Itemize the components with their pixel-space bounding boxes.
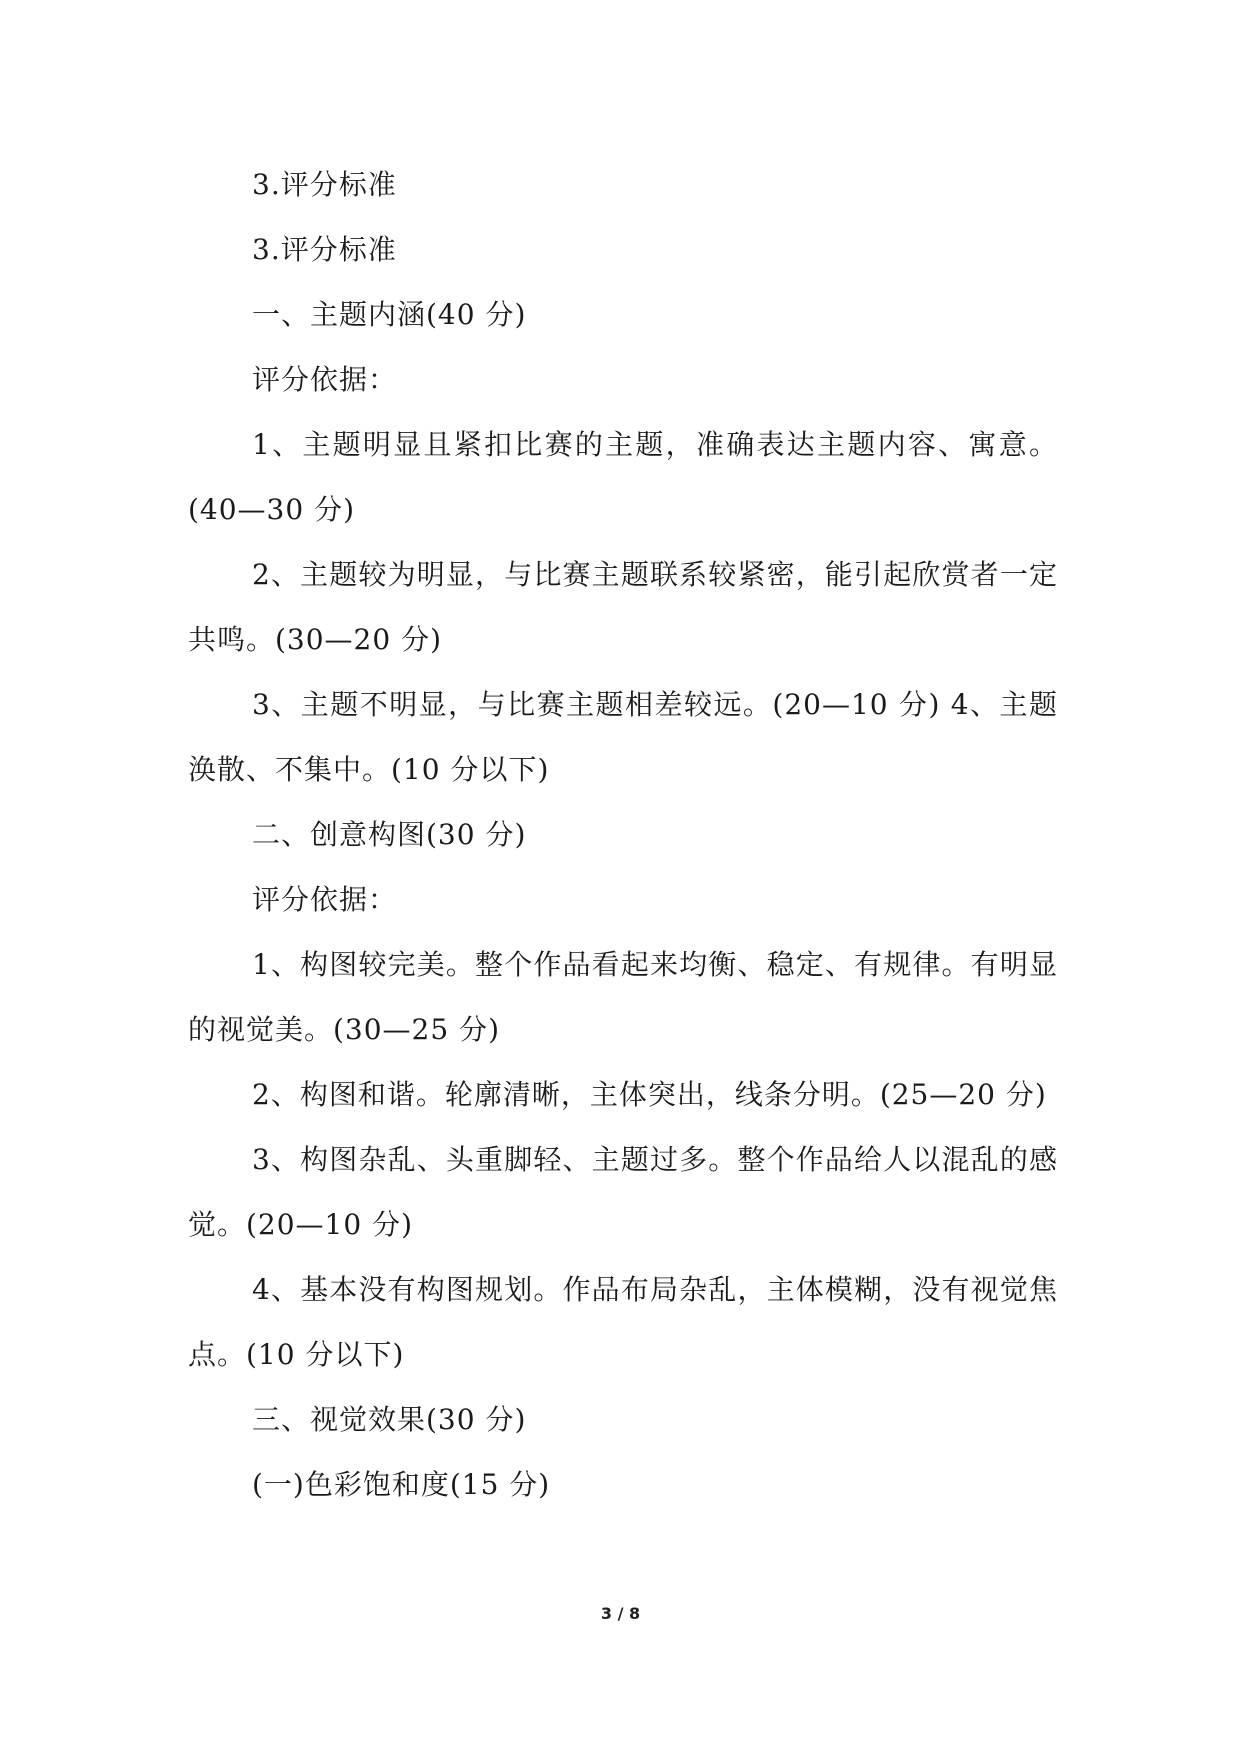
section-heading: 3.评分标准 bbox=[252, 168, 397, 201]
subsection-heading: 二、创意构图(30 分) bbox=[252, 818, 527, 851]
subsection-heading: 三、视觉效果(30 分) bbox=[252, 1403, 527, 1436]
paragraph: 2、构图和谐。轮廓清晰，主体突出，线条分明。(25—20 分) bbox=[252, 1078, 1047, 1111]
paragraph: 1、构图较完美。整个作品看起来均衡、稳定、有规律。有明显的视觉美。(30—25 分) bbox=[188, 948, 1058, 1046]
paragraph: 1、主题明显且紧扣比赛的主题，准确表达主题内容、寓意。(40—30 分) bbox=[188, 428, 1058, 526]
subsection-heading: 一、主题内涵(40 分) bbox=[252, 298, 527, 331]
paragraph: 3、主题不明显，与比赛主题相差较远。(20—10 分) 4、主题涣散、不集中。(10 分以下) bbox=[188, 688, 1058, 786]
page-number: 3 / 8 bbox=[600, 1604, 641, 1623]
paragraph: 评分依据： bbox=[252, 363, 398, 396]
paragraph: 2、主题较为明显，与比赛主题联系较紧密，能引起欣赏者一定共鸣。(30—20 分) bbox=[188, 558, 1058, 656]
paragraph: 4、基本没有构图规划。作品布局杂乱，主体模糊，没有视觉焦点。(10 分以下) bbox=[188, 1273, 1058, 1371]
document-body bbox=[188, 152, 1058, 1517]
paragraph: 3、构图杂乱、头重脚轻、主题过多。整个作品给人以混乱的感觉。(20—10 分) bbox=[188, 1143, 1058, 1241]
subsection-heading: (一)色彩饱和度(15 分) bbox=[252, 1468, 551, 1501]
section-heading: 3.评分标准 bbox=[252, 233, 397, 266]
paragraph: 评分依据： bbox=[252, 883, 398, 916]
